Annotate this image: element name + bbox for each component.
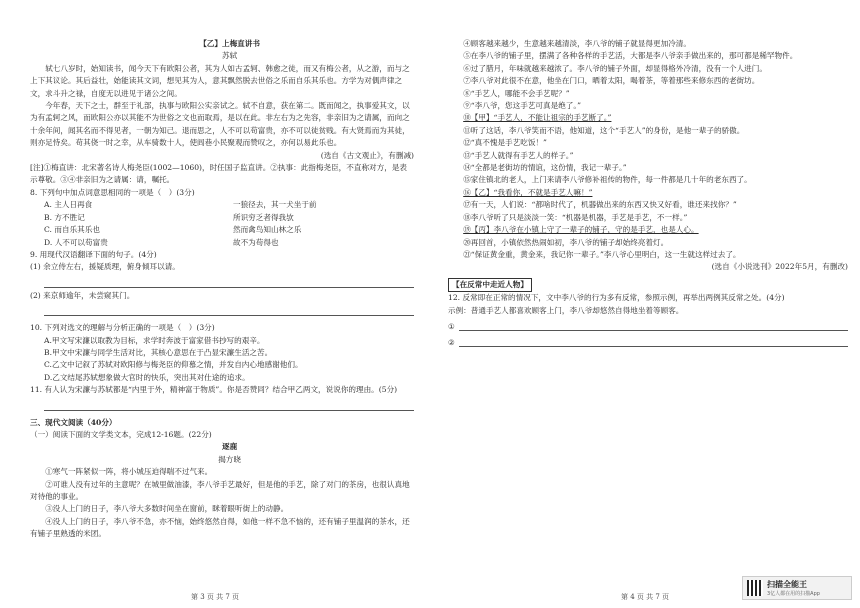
question-9-item: (1) 余立侍左右，援疑质理，俯身倾耳以请。 [30, 262, 180, 272]
paragraph: ⑮家住镇北的老人，上门来请李八爷修补祖传的物件，每一件都是几十年的老东西了。 [463, 175, 752, 185]
paragraph: ③没人上门的日子，李八爷大多数时间坐在窗前，眯着眼听街上的动静。 [45, 504, 289, 514]
paragraph: ⑯【乙】“我看你，不就是手艺人嘛！” [463, 187, 593, 197]
option: 一狼径去，其一犬坐于前 [233, 200, 317, 210]
scanner-watermark [742, 576, 852, 600]
paragraph: ④顾客越来越少，生意越来越清淡，李八爷的铺子就显得更加冷清。 [463, 39, 691, 48]
answer-index: ① [448, 321, 455, 331]
paragraph: ⑫“真不愧是手艺吃饭！” [463, 138, 547, 148]
left-column [30, 38, 414, 541]
option: 故不为苟得也 [233, 237, 279, 247]
section-tag: 【在反常中走近人物】 [448, 278, 532, 292]
watermark-label: 扫描全能王 [767, 580, 807, 589]
option: D.乙文结尾苏轼想象做大官时的快乐，突出其对仕途的追求。 [44, 372, 250, 382]
paragraph: 今年春，天下之士，群至于礼部，执事与欧阳公实亲试之。轼不自意，获在第二。既而闻之，执事爱其文，以为有孟轲之风，而欧阳公亦以其能不为世俗之文也而取焉，是以在此。非左右为之先容，非亲旧为之请属，而向之十余年间，闻其名而不得见者，一朝为知己。退而思之，人不可以苟富贵，亦不可以徒贫贱。有大贤焉而为其徒，则亦足恃矣。苟其侥一时之幸，从车骑数十人，使闾巷小民聚观而赞叹之，亦何以易此乐也。 [30, 101, 410, 148]
question-8-options [30, 199, 414, 249]
page-number: 第 3 页 共 7 页 [190, 593, 240, 601]
option: C.乙文中记叙了苏轼对欧阳修与梅尧臣的仰慕之情，并发自内心地感谢他们。 [44, 360, 303, 370]
answer-index: ② [448, 337, 455, 347]
answer-line[interactable] [44, 304, 414, 316]
footnote: [注]①梅直讲：北宋著名诗人梅尧臣(1002—1060)，时任国子监直讲。②执事：此指梅尧臣，不直称对方，是表示尊敬。③④非亲旧为之请属：请，嘱托。 [30, 163, 408, 185]
text-heading: 【乙】上梅直讲书 [199, 39, 260, 48]
option: D. 人不可以苟富贵 [44, 237, 108, 247]
paragraph: ㉑“保证黄金重，黄金来，我记你一辈子。”李八爷心里明白，这一生就这样过去了。 [463, 249, 741, 259]
paragraph: ⑤在李八爷的铺子里，摆满了各种各样的手艺活，大都是李八爷亲手做出来的，那可都是稀罕物件。 [463, 51, 798, 61]
option: A.甲文写宋濂以取教为目标，求学时奔波于富家借书抄写的艰辛。 [44, 335, 265, 345]
text-author: 苏轼 [222, 51, 238, 61]
story-title: 逐鹿 [222, 442, 238, 452]
question-11: 11. 有人认为宋濂与苏轼都是“内里于外，精神富于物质”。你是否赞同？结合甲乙两文，说说你的理由。(5分) [30, 385, 398, 395]
answer-line[interactable] [459, 319, 848, 331]
paragraph: ⑥过了腊月，年味就越来越浓了。李八爷的铺子外面，却显得格外冷清，没有一个人进门。 [463, 63, 767, 73]
option: 然而禽鸟知山林之乐 [233, 225, 302, 235]
paragraph: ④没人上门的日子，李八爷不急，亦不恼，始终悠然自得，如他一样不急不恼的，还有铺子里温润的茶水，还有铺子里熟透的米团。 [30, 516, 410, 539]
answer-line[interactable] [44, 276, 414, 288]
question-10-stem: 10. 下列对选文的理解与分析正确的一项是（ ）(3分) [30, 323, 215, 333]
section-heading: 三、现代文阅读（40分） [30, 417, 117, 427]
question-8-stem: 8. 下列句中加点词意思相同的一项是（ ）(3分) [30, 187, 195, 197]
watermark-sub: 3亿人都在用的扫描App [767, 591, 820, 597]
answer-row [448, 333, 848, 349]
qr-code-icon [747, 580, 763, 596]
paragraph: ⑰有一天，人们说：“都啥时代了，机器做出来的东西又快又好看，谁还来找你？” [463, 200, 737, 210]
question-9-stem: 9. 用现代汉语翻译下面的句子。(4分) [30, 249, 157, 259]
section-subheading: （一）阅读下面的文学类文本，完成12-16题。(22分) [30, 429, 212, 439]
answer-line[interactable] [459, 335, 848, 347]
answer-row [448, 317, 848, 333]
paragraph: 轼七八岁时，始知读书，闻今天下有欧阳公者，其为人如古孟轲、韩愈之徒，而又有梅公者，从之游，而与之上下其议论。其后益壮，始能读其文词，想见其为人，意其飘然脱去世俗之乐而自乐其乐也。方学为对偶声律之文，求斗升之禄，自度无以进见于诸公之间。 [30, 63, 410, 98]
question-12-example: 示例：普通手艺人都喜欢顾客上门，李八爷却悠然自得地坐着等顾客。 [448, 305, 684, 315]
option: A. 主人日再食 [44, 200, 93, 210]
paragraph: ⑦李八爷对此很不在意，他坐在门口，晒着太阳，喝着茶，等着那些来修东西的老街坊。 [463, 76, 760, 86]
paragraph: ⑪听了这话，李八爷笑而不语，他知道，这个“手艺人”的身份，是他一辈子的骄傲。 [463, 125, 745, 135]
paragraph: ⑲【丙】李八爷在小镇上守了一辈子的铺子，守的是手艺，也是人心。 [463, 225, 699, 235]
paragraph: ⑭“全都是老街坊的情谊，这份情，我记一辈子。” [463, 163, 627, 173]
answer-line[interactable] [44, 399, 414, 411]
paragraph: ⑬“手艺人就得有手艺人的样子。” [463, 150, 574, 160]
paragraph: ②可谁人没有过年的主意呢？在城里做油漆，李八爷手艺最好，但是他的手艺，除了对门的茶房，也很认真地对待他的事业。 [30, 479, 410, 501]
source-note: (选自《古文观止》，有删减) [320, 150, 414, 160]
option: 所识穷乏者得我欤 [233, 212, 294, 222]
question-12-stem: 12. 反常即在正常的情况下，文中李八爷的行为多有反常，参照示例，再举出两例其反常之处。(4分) [448, 293, 785, 303]
right-page [430, 0, 860, 608]
paragraph: ⑨“李八爷，您这手艺可真是绝了。” [463, 101, 582, 111]
option: B.甲文中宋濂与同学生活对比，其核心意思在于凸显宋濂生活之苦。 [44, 347, 273, 357]
story-author: 揭方晓 [218, 454, 241, 464]
paragraph: ⑩【甲】“手艺人，不能让祖宗的手艺断了。” [463, 113, 612, 123]
right-column [448, 38, 848, 349]
paragraph: ①寒气一阵紧似一阵，将小城压迫得喘不过气来。 [45, 467, 213, 477]
option: C. 而自乐其乐也 [44, 225, 100, 235]
question-9-item: (2) 来京师逾年，未尝窥其门。 [30, 290, 135, 300]
option: B. 方不胜记 [44, 212, 85, 222]
source-note: (选自《小说选刊》2022年5月，有删改) [711, 262, 848, 272]
page-number: 第 4 页 共 7 页 [620, 593, 670, 601]
paragraph: ⑧“手艺人，哪能不会手艺呢？” [463, 88, 570, 98]
paragraph: ⑱李八爷听了只是淡淡一笑：“机器是机器，手艺是手艺，不一样。” [463, 212, 688, 222]
paragraph: ⑳再回首，小镇依然热闹如初，李八爷的铺子却始终亮着灯。 [463, 237, 669, 247]
